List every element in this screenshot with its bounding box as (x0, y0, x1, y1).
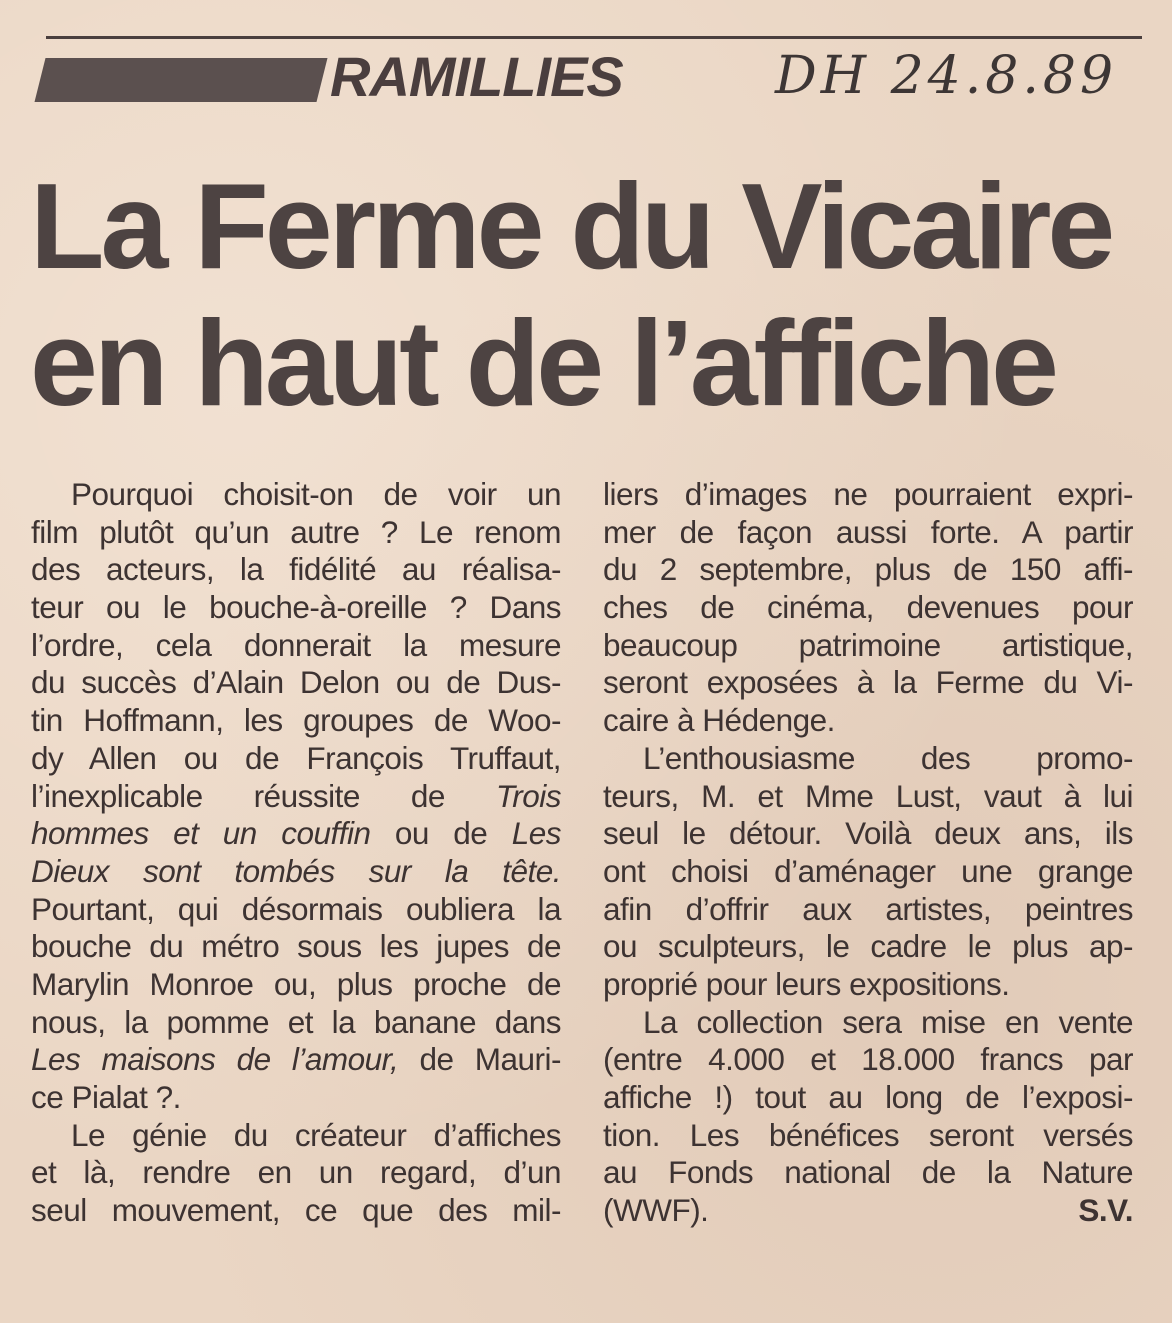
article-line-text: Pourquoi choisit-on de voir un (71, 476, 561, 512)
article-line (31, 1041, 561, 1079)
article-line (31, 1117, 561, 1155)
article-line (603, 1079, 1133, 1117)
article-line-text: ou de (370, 815, 512, 852)
section-bar (35, 58, 328, 102)
article-line (31, 815, 561, 853)
article-line (603, 1117, 1133, 1155)
article-line-text: L’enthousiasme des promo- (643, 739, 1133, 776)
article-line-text: l’ordre, cela donnerait la mesure (31, 626, 561, 663)
article-line-text: tin Hoffmann, les groupes de Woo- (31, 702, 561, 739)
article-line-text: La collection sera mise en vente (643, 1003, 1133, 1040)
article-column-right (603, 476, 1133, 1230)
article-line-text: Pourtant, qui désormais oubliera la (31, 890, 561, 927)
article-line-text: bouche du métro sous les jupes de (31, 928, 561, 965)
article-line-text: seul le détour. Voilà deux ans, ils (603, 815, 1133, 852)
article-line (603, 514, 1133, 552)
article-line (603, 966, 1133, 1004)
article-line (603, 589, 1133, 627)
article-line-text: film plutôt qu’un autre ? Le renom (31, 513, 561, 550)
article-line-italic: hommes et un couffin (31, 815, 371, 852)
byline-signature: S.V. (1078, 1192, 1133, 1229)
article-line (31, 1192, 561, 1230)
article-line-text: des acteurs, la fidélité au réalisa- (31, 551, 561, 588)
article-line (31, 664, 561, 702)
article-line-text: tion. Les bénéfices seront versés (603, 1116, 1133, 1153)
article-line-text: proprié pour leurs expositions. (603, 965, 1010, 1002)
article-line (603, 853, 1133, 891)
article-line (603, 740, 1133, 778)
article-line-text: du succès d’Alain Delon ou de Dus- (31, 664, 561, 701)
article-line (603, 815, 1133, 853)
article-line (31, 853, 561, 891)
article-line (603, 891, 1133, 929)
article-line-italic: Dieux sont tombés sur la tête. (31, 852, 561, 889)
article-line (603, 702, 1133, 740)
article-line (603, 551, 1133, 589)
article-line-text: seul mouvement, ce que des mil- (31, 1192, 561, 1229)
article-line (31, 1154, 561, 1192)
article-line-text: seront exposées à la Ferme du Vi- (603, 664, 1133, 701)
article-line (31, 514, 561, 552)
article-line (603, 1192, 1133, 1230)
handwritten-date: DH 24.8.89 (775, 46, 1118, 106)
article-column-left (31, 476, 561, 1230)
article-line-text: caire à Hédenge. (603, 702, 835, 739)
article-line (31, 702, 561, 740)
article-line-italic: Trois (495, 777, 561, 814)
article-line-text: l’inexplicable réussite de (31, 777, 496, 814)
article-line-text: affiche !) tout au long de l’exposi- (603, 1079, 1133, 1115)
article-line-text: liers d’images ne pourraient expri- (603, 476, 1133, 512)
article-line-text: teur ou le bouche-à-oreille ? Dans (31, 589, 561, 626)
section-label: RAMILLIES (330, 45, 623, 108)
article-line-text: (WWF). (603, 1192, 709, 1229)
article-line-text: (entre 4.000 et 18.000 francs par (603, 1041, 1133, 1078)
headline (30, 158, 1150, 431)
article-line (31, 627, 561, 665)
headline-line-2: en haut de l’affiche (30, 294, 1055, 431)
article-line (603, 778, 1133, 816)
article-line (603, 476, 1133, 514)
article-line-text: ont choisi d’aménager une grange (603, 852, 1133, 889)
article-line (603, 1004, 1133, 1042)
article-line (31, 476, 561, 514)
article-line-text: au Fonds national de la Nature (603, 1154, 1133, 1191)
article-line-text: Marylin Monroe ou, plus proche de (31, 965, 561, 1002)
article-line (31, 551, 561, 589)
article-line (31, 740, 561, 778)
article-line (31, 778, 561, 816)
article-line-text: dy Allen ou de François Truffaut, (31, 739, 561, 776)
headline-line-1: La Ferme du Vicaire (30, 158, 1112, 294)
article-line (31, 928, 561, 966)
article-line-text: de Mauri- (398, 1041, 562, 1078)
article-line (603, 627, 1133, 665)
top-rule (46, 36, 1142, 39)
article-line-text: ches de cinéma, devenues pour (603, 589, 1133, 626)
article-line-text: nous, la pomme et la banane dans (31, 1003, 561, 1040)
article-line (31, 589, 561, 627)
article-line-text: teurs, M. et Mme Lust, vaut à lui (603, 777, 1133, 814)
article-line (603, 664, 1133, 702)
article-line-text: beaucoup patrimoine artistique, (603, 626, 1133, 663)
article-line (31, 966, 561, 1004)
article-line-text: ou sculpteurs, le cadre le plus ap- (603, 928, 1133, 965)
article-line (31, 1079, 561, 1117)
article-line-text: ce Pialat ?. (31, 1079, 181, 1115)
article-line-text: afin d’offrir aux artistes, peintres (603, 890, 1133, 927)
article-line (603, 928, 1133, 966)
article-line (31, 1004, 561, 1042)
article-line-italic: Les maisons de l’amour, (31, 1041, 399, 1078)
article-line (603, 1154, 1133, 1192)
article-line-text: et là, rendre en un regard, d’un (31, 1154, 561, 1191)
article-line (31, 891, 561, 929)
article-line-italic: Les (511, 815, 561, 852)
article-line-text: mer de façon aussi forte. A partir (603, 513, 1133, 550)
article-line-text: du 2 septembre, plus de 150 affi- (603, 551, 1133, 588)
article-line (603, 1041, 1133, 1079)
article-line-text: Le génie du créateur d’affiches (71, 1116, 561, 1153)
